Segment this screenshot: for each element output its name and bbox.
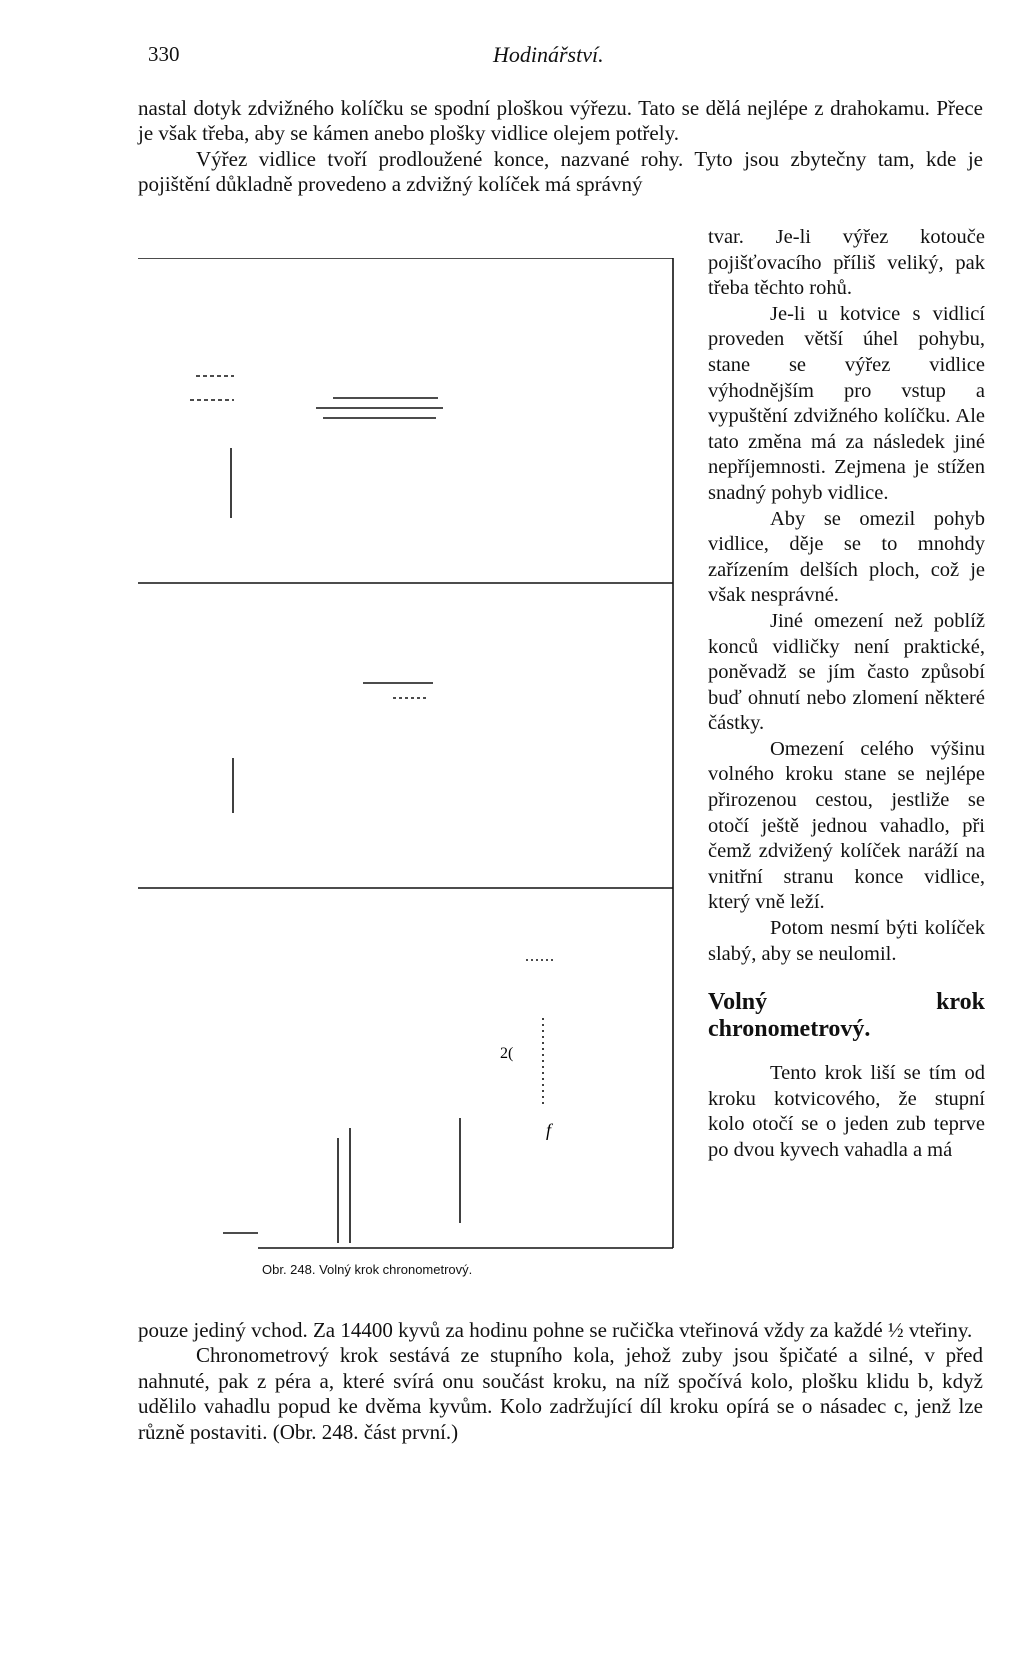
- side-text-column: [708, 225, 985, 1164]
- paragraph: tvar. Je-li výřez kotouče pojišťovacího příliš veliký, pak třeba těchto rohů.: [708, 226, 985, 300]
- bottom-text-block: [138, 1318, 983, 1445]
- paragraph: Chronometrový krok sestává ze stupního kola, jehož zuby jsou špičaté a silné, v před nahnuté, pak z péra a, které svírá onu součást kroku, na níž spočívá kolo, plošku klidu b, když udělilo vahadlu popud ke dvěma kyvům. Kolo zadržující díl kroku opírá se o násadec c, jenž lze různě postaviti. (Obr. 248. část první.): [138, 1343, 983, 1444]
- paragraph: Jiné omezení než poblíž konců vidličky není praktické, poněvadž se jím často způsobí buď ohnutí nebo zlomení některé částky.: [708, 609, 985, 735]
- running-head: Hodinářství.: [493, 42, 604, 67]
- page-header: [148, 42, 978, 72]
- paragraph: Potom nesmí býti kolíček slabý, aby se neulomil.: [708, 917, 985, 965]
- paragraph: Výřez vidlice tvoří prodloužené konce, nazvané rohy. Tyto jsou zbytečny tam, kde je pojištění důkladně provedeno a zdvižný kolíček má správný: [138, 146, 983, 197]
- escapement-drawing: [138, 258, 678, 1258]
- paragraph: Omezení celého výšinu volného kroku stane se nejlépe přirozenou cestou, jestliže se otočí ještě jednou vahadlo, při čemž zdvižený kolíček naráží na vnitřní stranu konce vidlice, který vně leží.: [708, 737, 985, 914]
- page-number: 330: [148, 42, 180, 66]
- paragraph: pouze jediný vchod. Za 14400 kyvů za hodinu pohne se ručička vteřinová vždy za každé ½ vteřiny.: [138, 1318, 973, 1342]
- figure-label: f: [546, 1120, 552, 1140]
- paragraph: nastal dotyk zdvižného kolíčku se spodní ploškou výřezu. Tato se dělá nejlépe z drahokamu. Přece je však třeba, aby se kámen anebo plošky vidlice olejem potřely.: [138, 96, 983, 146]
- top-text-block: [138, 96, 983, 198]
- paragraph: Je-li u kotvice s vidlicí proveden větší úhel pohybu, stane se výřez vidlice výhodnějším pro vstup a vypuštění zdvižného kolíčku. Ale tato změna má za následek jiné nepříjemnosti. Zejmena je stížen snadný pohyb vidlice.: [708, 302, 985, 504]
- figure-caption: Obr. 248. Volný krok chronometrový.: [262, 1262, 473, 1277]
- paragraph: Aby se omezil pohyb vidlice, děje se to mnohdy zařízením delších ploch, což je však nesprávné.: [708, 507, 985, 607]
- figure-248: [138, 258, 678, 1258]
- figure-label: 2(: [500, 1045, 514, 1062]
- paragraph: Tento krok liší se tím od kroku kotvicového, že stupní kolo otočí se o jeden zub teprve po dvou kyvech vahadla a má: [708, 1062, 985, 1161]
- section-heading: Volný krok chronometrový.: [708, 989, 985, 1043]
